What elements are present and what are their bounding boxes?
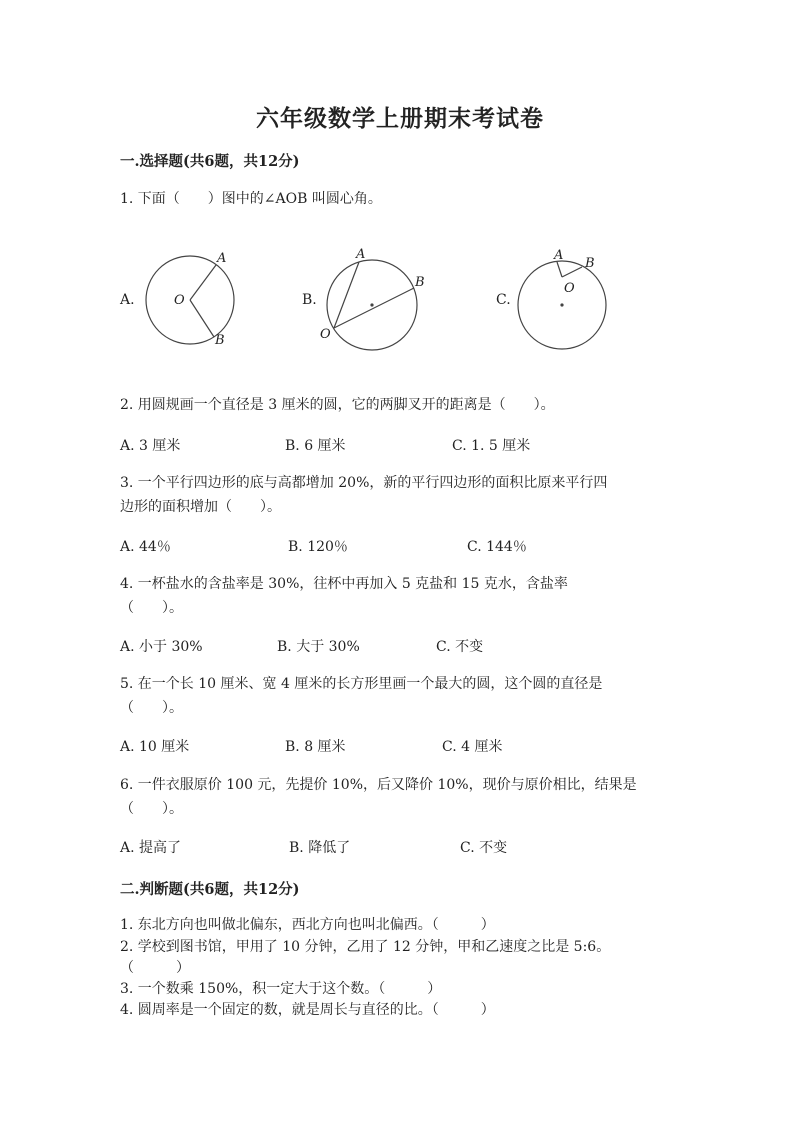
question-3-option-a: A. 44％: [120, 539, 171, 555]
question-3-line-2: 边形的面积增加（ ）。: [120, 499, 281, 515]
question-5-line-2: （ ）。: [120, 700, 183, 716]
figure-b-chord-ob: [334, 288, 414, 328]
question-5-option-b: B. 8 厘米: [285, 739, 346, 755]
question-6-line-2: （ ）。: [120, 801, 183, 817]
question-1: 1. 下面（ ）图中的∠AOB 叫圆心角。: [120, 191, 382, 207]
figure-c-segment-ob: [562, 267, 582, 277]
figure-a-radius-ob: [190, 300, 214, 337]
figure-c-center-dot: [560, 303, 563, 306]
question-4-line-2: （ ）。: [120, 600, 183, 616]
figure-a-option: A.: [120, 292, 135, 308]
figure-b-center-dot: [370, 303, 373, 306]
figure-a-label-b: B: [215, 333, 225, 348]
question-4-option-a: A. 小于 30%: [120, 639, 203, 655]
question-4-option-b: B. 大于 30%: [277, 639, 360, 655]
judgement-1: 1. 东北方向也叫做北偏东，西北方向也叫北偏西。（ ）: [120, 917, 495, 933]
question-2-option-c: C. 1. 5 厘米: [452, 438, 531, 454]
figure-b-label-o: O: [320, 327, 331, 342]
question-3-option-b: B. 120％: [288, 539, 348, 555]
figure-b-option: B.: [302, 292, 317, 308]
question-5-option-c: C. 4 厘米: [442, 739, 503, 755]
figure-a-label-o: O: [174, 293, 185, 308]
question-5-option-a: A. 10 厘米: [120, 739, 190, 755]
figure-c: [496, 248, 606, 349]
question-4-line-1: 4. 一杯盐水的含盐率是 30%，往杯中再加入 5 克盐和 15 克水，含盐率: [120, 576, 568, 592]
judgement-2: 2. 学校到图书馆，甲用了 10 分钟，乙用了 12 分钟，甲和乙速度之比是 5:6。: [120, 939, 611, 955]
judgement-4: 4. 圆周率是一个固定的数，就是周长与直径的比。（ ）: [120, 1002, 495, 1018]
figure-a-radius-oa: [190, 265, 216, 300]
question-6-line-1: 6. 一件衣服原价 100 元，先提价 10%，后又降价 10%，现价与原价相比，结果是: [120, 777, 637, 793]
figure-a: [119, 251, 234, 348]
figure-b-label-b: B: [415, 275, 425, 290]
question-4-option-c: C. 不变: [436, 639, 484, 655]
question-6-option-a: A. 提高了: [120, 840, 182, 856]
figure-b-chord-oa: [334, 262, 359, 328]
question-2: 2. 用圆规画一个直径是 3 厘米的圆，它的两脚叉开的距离是（ ）。: [120, 397, 555, 413]
figure-b: [302, 247, 425, 350]
figure-c-label-o: O: [564, 281, 575, 296]
figure-c-label-a: A: [554, 248, 564, 263]
figure-b-label-a: A: [356, 247, 366, 262]
question-6-option-b: B. 降低了: [289, 840, 351, 856]
section-heading-choice: 一.选择题(共6题，共12分): [120, 153, 300, 170]
figure-a-label-a: A: [217, 251, 227, 266]
question-6-option-c: C. 不变: [460, 840, 508, 856]
judgement-3: 3. 一个数乘 150%，积一定大于这个数。（ ）: [120, 981, 442, 997]
section-heading-judgement: 二.判断题(共6题，共12分): [120, 881, 300, 898]
judgement-2-bracket: （ ）: [120, 960, 190, 976]
figure-c-label-b: B: [585, 256, 595, 271]
question-3-line-1: 3. 一个平行四边形的底与高都增加 20%，新的平行四边形的面积比原来平行四: [120, 475, 608, 491]
figure-c-option: C.: [496, 292, 511, 308]
question-1-figures: [110, 240, 690, 360]
question-3-option-c: C. 144％: [467, 539, 527, 555]
figure-c-segment-oa: [557, 262, 562, 277]
question-2-option-a: A. 3 厘米: [120, 438, 181, 454]
question-5-line-1: 5. 在一个长 10 厘米、宽 4 厘米的长方形里画一个最大的圆，这个圆的直径是: [120, 676, 603, 692]
question-2-option-b: B. 6 厘米: [285, 438, 346, 454]
page-title: 六年级数学上册期末考试卷: [256, 105, 544, 132]
